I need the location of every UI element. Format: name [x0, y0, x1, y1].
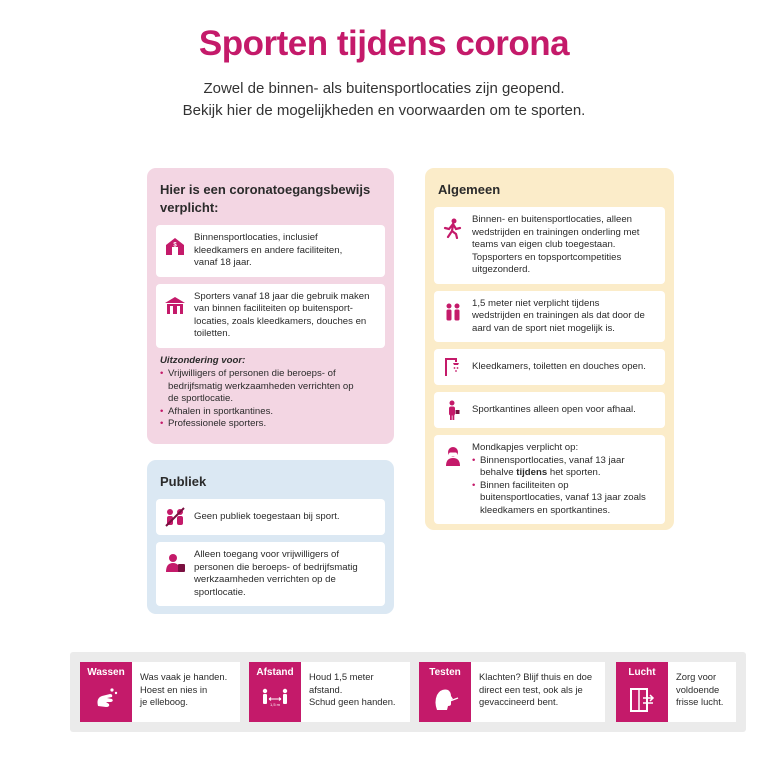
algemeen-item-canteen	[434, 392, 665, 428]
tip-label: Testen	[429, 667, 461, 678]
tip-text	[140, 671, 227, 709]
exception-title: Uitzondering voor:	[160, 354, 246, 366]
tip-testen	[419, 662, 605, 722]
distance-people-icon	[442, 301, 464, 323]
tip-lucht	[616, 662, 736, 722]
publiek-panel	[147, 460, 394, 614]
publiek-item-volunteers	[156, 542, 385, 606]
shower-icon	[442, 356, 464, 378]
tip-label: Afstand	[256, 667, 294, 678]
ctb-panel	[147, 168, 394, 444]
tip-line: Was vaak je handen.	[140, 671, 228, 682]
tip-line: je elleboog.	[140, 696, 188, 708]
mask-line	[480, 467, 646, 480]
building-icon	[164, 235, 186, 257]
publiek-item-text: Geen publiek toegestaan bij sport.	[194, 510, 340, 522]
tip-label: Wassen	[87, 667, 125, 678]
exception-block	[160, 355, 381, 431]
algemeen-item-text: Sportkantines alleen open voor afhaal.	[472, 403, 636, 415]
tip-afstand	[249, 662, 410, 722]
mask-icon	[442, 445, 464, 467]
volunteer-icon	[164, 552, 186, 574]
tip-line: Schud geen handen.	[309, 696, 396, 708]
ctb-item-text: Binnensportlocaties, inclusief	[194, 232, 318, 243]
no-audience-icon	[164, 506, 186, 528]
mask-line: buitensportlocaties, vanaf 13 jaar zoals	[480, 492, 646, 503]
algemeen-item-text: 1,5 meter niet verplicht tijdens	[472, 297, 600, 309]
algemeen-item-text: aard van de sport niet mogelijk is.	[472, 322, 615, 334]
mask-bullet	[472, 480, 646, 518]
tip-line: Houd 1,5 meter	[309, 671, 374, 682]
algemeen-item-masks	[434, 435, 665, 524]
ctb-item-text: locaties, zoals kleedkamers, douches en	[194, 315, 367, 327]
algemeen-item-text: Binnen- en buitensportlocaties, alleen	[472, 214, 633, 225]
algemeen-item-text: teams van eigen club toegestaan.	[472, 239, 616, 250]
test-icon	[431, 686, 459, 714]
mask-text-bold: tijdens	[516, 467, 548, 478]
tip-text	[676, 671, 723, 709]
algemeen-item-text: Topsporters en topsportcompetities	[472, 251, 622, 263]
tip-line: voldoende	[676, 683, 720, 695]
runner-icon	[442, 217, 464, 239]
tip-label: Lucht	[628, 667, 656, 678]
algemeen-panel-title: Algemeen	[438, 182, 501, 197]
ctb-item-text: vanaf 18 jaar.	[194, 257, 252, 268]
facility-icon	[164, 294, 186, 316]
subtitle-line: Bekijk hier de mogelijkheden en voorwaarden om te sporten.	[182, 102, 586, 119]
publiek-item-text: sportlocatie.	[194, 586, 246, 598]
svg-text:$: $	[173, 242, 177, 249]
tip-line: Zorg voor	[676, 671, 717, 682]
exception-item	[160, 406, 381, 419]
hand-wash-icon	[92, 686, 120, 714]
page-subtitle	[0, 78, 768, 122]
tip-line: afstand.	[309, 683, 343, 695]
tip-tag	[249, 662, 301, 722]
exception-line: • Afhalen in sportkantines.	[168, 405, 274, 417]
tip-tag	[80, 662, 132, 722]
ctb-item-text: van binnen faciliteiten op buitensport-	[194, 303, 353, 314]
page-title: Sporten tijdens corona	[198, 24, 570, 63]
exception-line: • Professionele sporters.	[168, 418, 267, 429]
tip-tag	[419, 662, 471, 722]
tips-bar	[70, 652, 746, 732]
ctb-item-text: kleedkamers en andere faciliteiten,	[194, 244, 343, 256]
tip-text	[479, 671, 592, 709]
mask-bullet	[472, 455, 646, 480]
exception-line: bedrijfsmatig werkzaamheden verrichten op	[168, 380, 354, 392]
algemeen-item-text: wedstrijden en trainingen als dat door de	[472, 310, 645, 321]
algemeen-item-changing-rooms	[434, 349, 665, 385]
publiek-item-text: werkzaamheden verrichten op de	[194, 574, 336, 585]
ctb-item-text: Sporters vanaf 18 jaar die gebruik maken	[194, 290, 370, 302]
ctb-item-indoor	[156, 225, 385, 277]
algemeen-item-text: Kleedkamers, toiletten en douches open.	[472, 360, 646, 372]
exception-line: de sportlocatie.	[168, 393, 234, 404]
ctb-panel-title	[160, 181, 381, 217]
subtitle-line: Zowel de binnen- als buitensportlocaties zijn geopend.	[203, 80, 565, 97]
mask-line: • Binnen faciliteiten op	[480, 479, 569, 491]
mask-text-post: het sporten.	[547, 467, 601, 478]
algemeen-item-text: uitgezonderd.	[472, 264, 531, 275]
ctb-item-text: toiletten.	[194, 328, 231, 339]
tip-tag	[616, 662, 668, 722]
distance-icon-label: 1,5 m	[269, 702, 281, 707]
algemeen-item-text: wedstrijden en trainingen onderling met	[472, 226, 640, 238]
tip-wassen	[80, 662, 240, 722]
mask-line: kleedkamers en sportkantines.	[480, 504, 611, 516]
publiek-item-text: Alleen toegang voor vrijwilligers of	[194, 549, 340, 560]
tip-line: gevaccineerd bent.	[479, 696, 559, 708]
exception-item	[160, 418, 381, 431]
tip-line: Hoest en nies in	[140, 683, 208, 695]
distance-icon	[261, 686, 289, 714]
publiek-panel-title: Publiek	[160, 474, 207, 489]
tip-line: Klachten? Blijf thuis en doe	[479, 671, 593, 682]
ctb-title-line: Hier is een coronatoegangsbewijs	[160, 182, 371, 197]
mask-text-pre: behalve	[480, 467, 517, 478]
algemeen-panel	[425, 168, 674, 530]
mask-line: • Binnensportlocaties, vanaf 13 jaar	[480, 454, 625, 466]
ventilation-icon	[628, 686, 656, 714]
ctb-item-facilities	[156, 284, 385, 348]
tip-line: direct een test, ook als je	[479, 683, 583, 695]
tip-line: frisse lucht.	[676, 696, 724, 708]
mask-intro: Mondkapjes verplicht op:	[472, 442, 579, 453]
ctb-title-line: verplicht:	[160, 200, 219, 215]
publiek-item-text: personen die beroeps- of bedrijfsmatig	[194, 561, 358, 573]
takeaway-icon	[442, 399, 464, 421]
algemeen-item-distance	[434, 291, 665, 343]
algemeen-item-competitions	[434, 207, 665, 284]
exception-item	[160, 368, 381, 406]
exception-line: • Vrijwilligers of personen die beroeps- of	[168, 368, 336, 379]
tip-text	[309, 671, 396, 709]
publiek-item-no-audience	[156, 499, 385, 535]
